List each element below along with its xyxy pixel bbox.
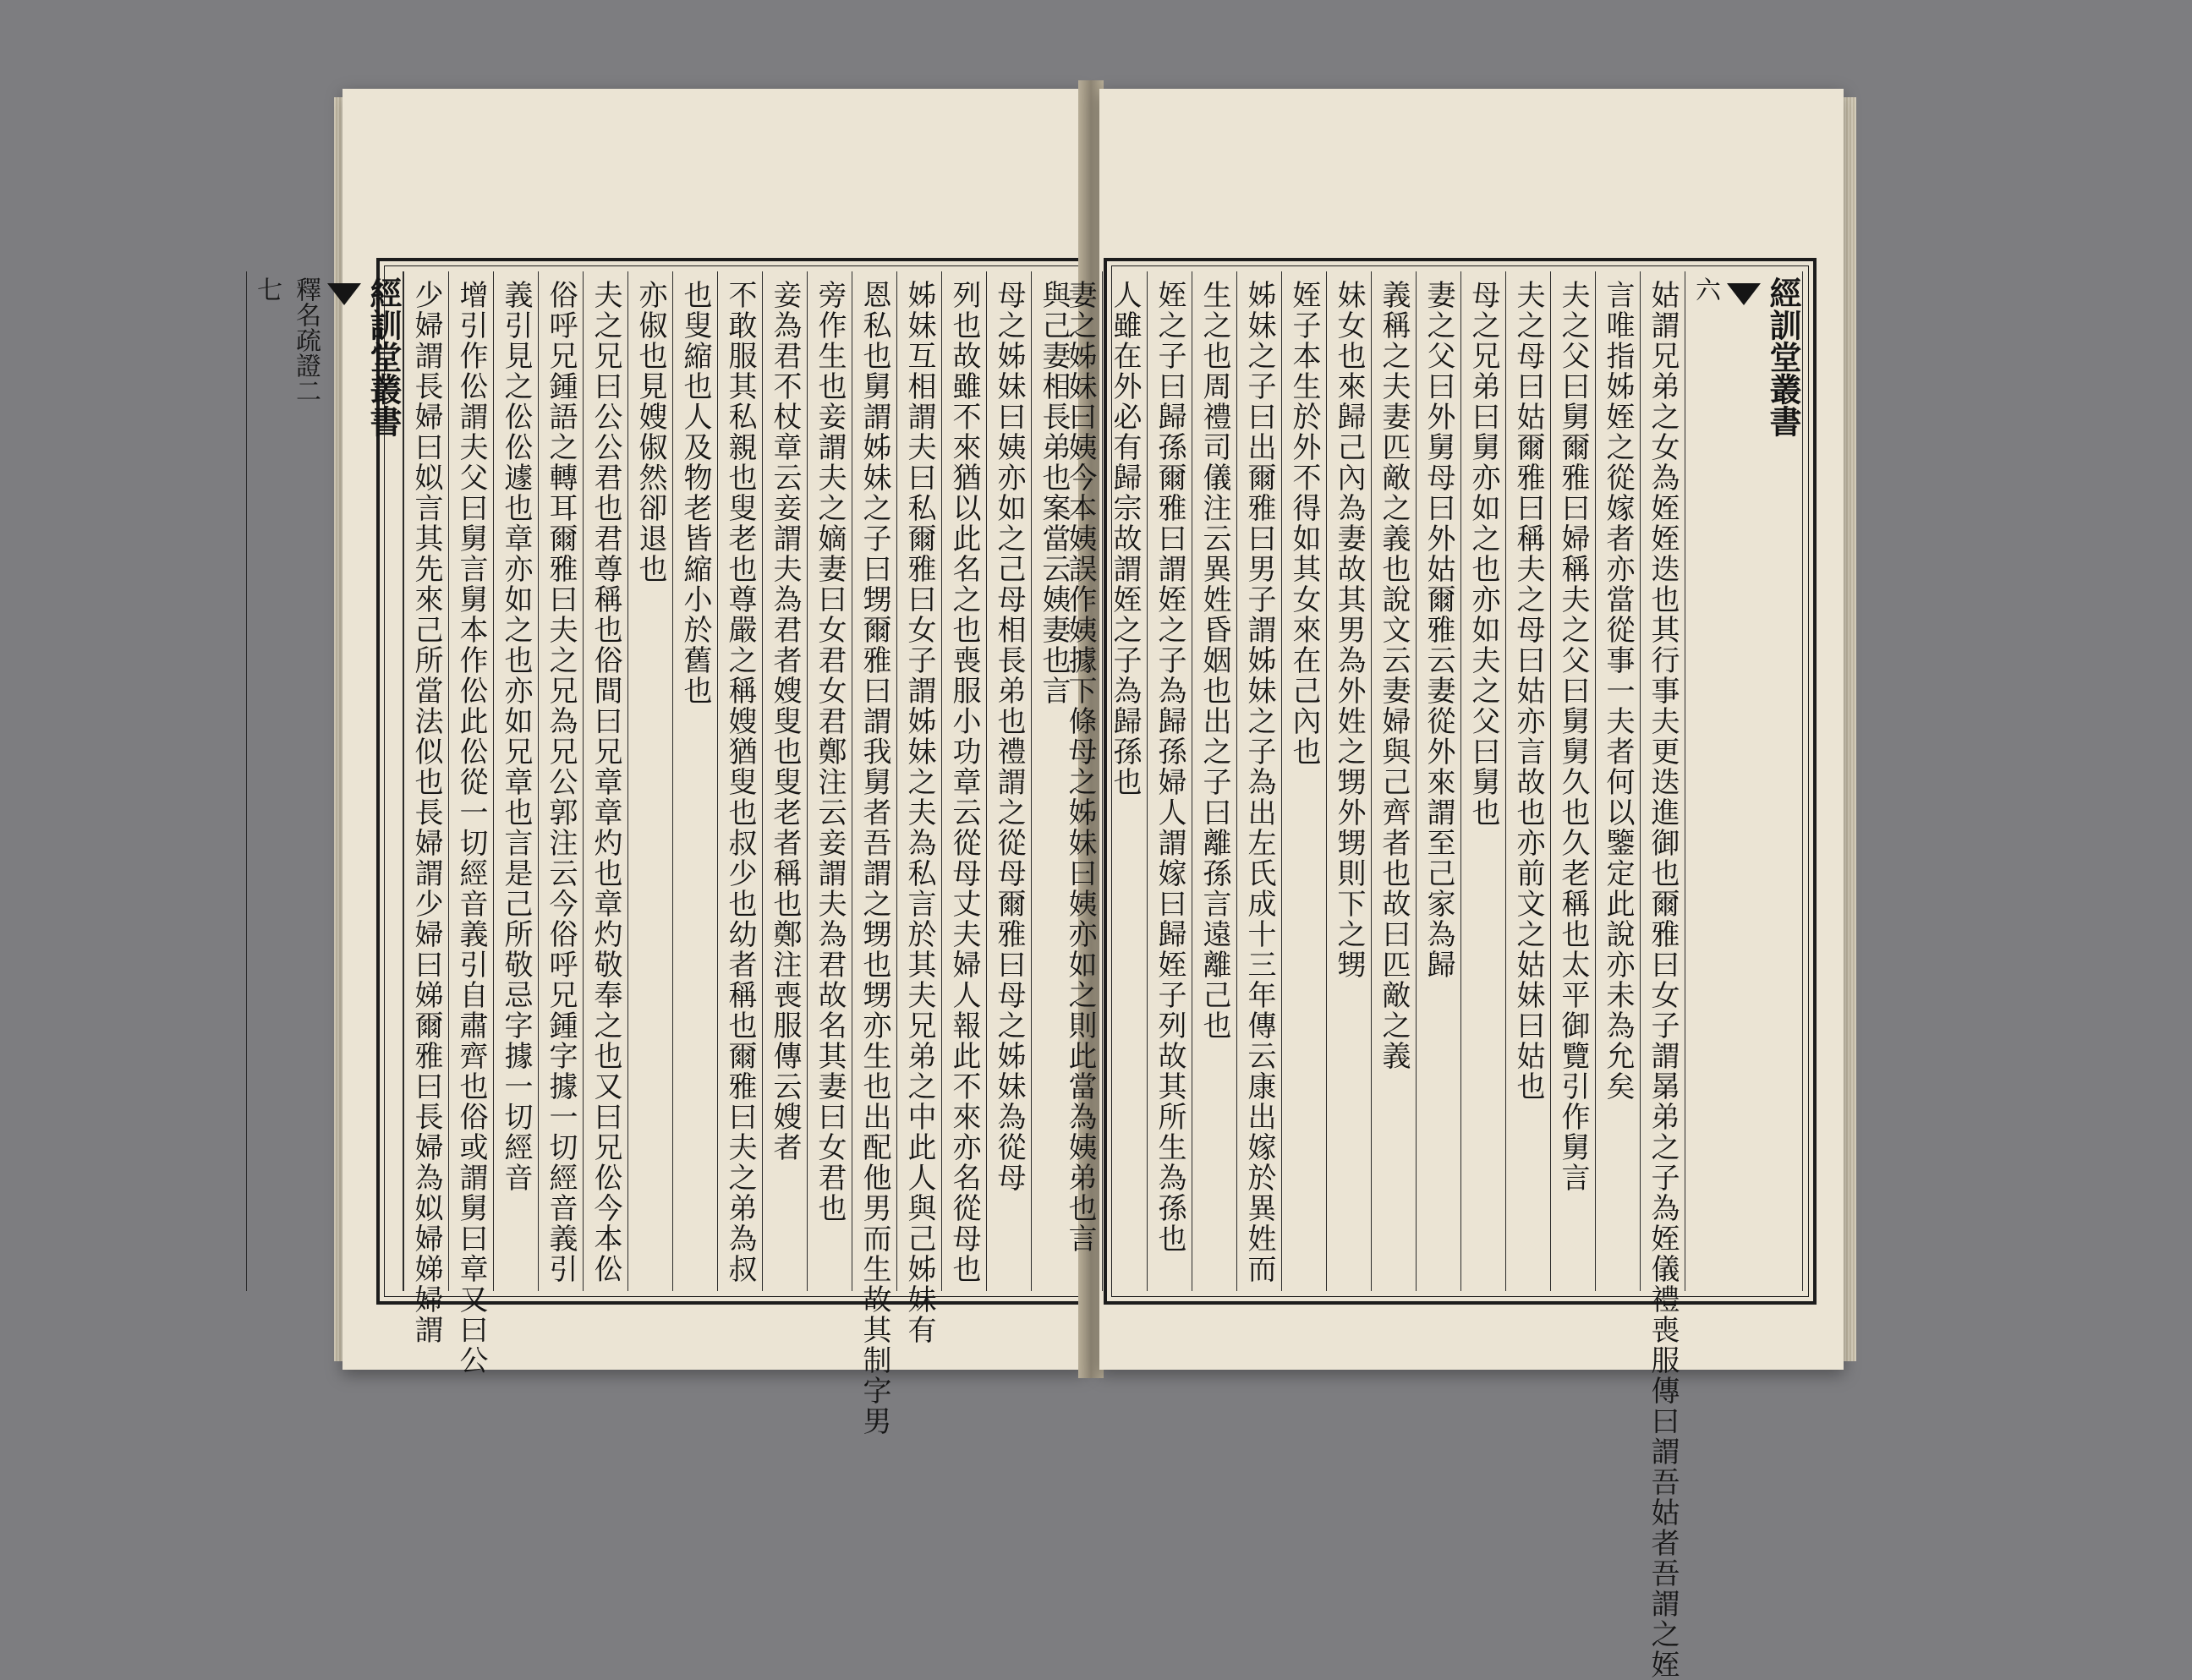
text-column: 夫之母曰姑爾雅曰稱夫之母曰姑亦言故也亦前文之姑妹曰姑也: [1505, 271, 1550, 1291]
right-text-columns: [1063, 271, 1803, 1680]
text-column: 生之也周禮司儀注云異姓昏姻也出之子曰離孫言遠離己也: [1192, 271, 1236, 1291]
text-column: 夫之父曰舅爾雅曰婦稱夫之父曰舅舅久也久老稱也太平御覽引作舅言: [1550, 271, 1595, 1291]
text-column: 義稱之夫妻匹敵之義也說文云妻婦與己齊者也故曰匹敵之義: [1371, 271, 1416, 1291]
text-column: 姊妹互相謂夫曰私爾雅曰女子謂姊妹之夫為私言於其夫兄弟之中此人與己姊妹有: [896, 271, 941, 1291]
text-column: 亦俶也見嫂俶然卻退也: [627, 271, 672, 1291]
text-column: 妾為君不杖章云妾謂夫為君者嫂叟也叟老者稱也鄭注喪服傳云嫂者: [762, 271, 807, 1291]
text-column: 旁作生也妾謂夫之嫡妻曰女君女君鄭注云妾謂夫為君故名其妻曰女君也: [807, 271, 852, 1291]
text-column: 與己妻相長弟也案當云姨妻也言: [1031, 271, 1076, 1291]
open-book: [252, 80, 1856, 1680]
page-number: 六: [1691, 276, 1720, 302]
text-column: 母之姊妹曰姨亦如之己母相長弟也禮謂之從母爾雅曰母之姊妹為從母: [986, 271, 1031, 1291]
banxin-title: 經訓堂叢書: [1764, 276, 1802, 437]
text-column: 少婦謂長婦曰姒言其先來己所當法似也長婦謂少婦曰娣爾雅曰長婦為姒婦娣婦謂: [403, 271, 448, 1291]
text-column: 妻之父曰外舅母曰外姑爾雅云妻從外來謂至己家為歸: [1416, 271, 1460, 1291]
banxin-chapter: 釋名疏證二: [291, 276, 321, 403]
text-column: 人雖在外必有歸宗故謂姪之子為歸孫也: [1102, 271, 1147, 1291]
right-banxin: [1685, 271, 1803, 1291]
fish-tail-icon: [327, 283, 361, 305]
text-column: 俗呼兄鍾語之轉耳爾雅曰夫之兄為兄公郭注云今俗呼兄鍾字據一切經音義引: [538, 271, 583, 1291]
text-column: 姑謂兄弟之女為姪姪迭也其行事夫更迭進御也爾雅曰女子謂晜弟之子為姪儀禮喪服傳曰謂吾姑者吾謂之姪: [1640, 271, 1685, 1291]
left-text-columns: [252, 271, 1076, 1436]
page-number: 七: [252, 276, 282, 302]
banxin-title: 經訓堂叢書: [364, 276, 403, 437]
left-banxin: [246, 271, 403, 1291]
right-page: [1063, 89, 1844, 1680]
right-page-frame: [1063, 258, 1817, 1680]
text-column: 列也故雖不來猶以此名之也喪服小功章云從母丈夫婦人報此不來亦名從母也: [941, 271, 986, 1291]
text-column: 不敢服其私親也叟老也尊嚴之稱嫂猶叟也叔少也幼者稱也爾雅曰夫之弟為叔: [717, 271, 762, 1291]
text-column: 言唯指姊姪之從嫁者亦當從事一夫者何以鑒定此說亦未為允矣: [1595, 271, 1640, 1291]
text-column: 增引作伀謂夫父曰舅言舅本作伀此伀從一切經音義引自肅齊也俗或謂舅曰章又曰公: [448, 271, 493, 1291]
text-column: 夫之兄曰公公君也君尊稱也俗間曰兄章章灼也章灼敬奉之也又曰兄伀今本伀: [583, 271, 627, 1291]
fish-tail-icon: [1727, 283, 1761, 305]
text-column: 妻之姊妹曰姨今本姨誤作姨據下條母之姊妹曰姨亦如之則此當為姨弟也言: [1063, 280, 1097, 1254]
text-column: 母之兄弟曰舅亦如之也亦如夫之父曰舅也: [1460, 271, 1505, 1291]
text-column: 義引見之伀伀遽也章亦如之也亦如兄章也言是己所敬忌字據一切經音: [493, 271, 538, 1291]
text-column: 妹女也來歸己內為妻故其男為外姓之甥外甥則下之甥: [1326, 271, 1371, 1291]
text-column: 也叟縮也人及物老皆縮小於舊也: [672, 271, 717, 1291]
text-column: 姊妹之子曰出爾雅曰男子謂姊妹之子為出左氏成十三年傳云康出嫁於異姓而: [1236, 271, 1281, 1291]
text-column: 姪之子曰歸孫爾雅曰謂姪之子為歸孫婦人謂嫁曰歸姪子列故其所生為孫也: [1147, 271, 1192, 1291]
left-page: [252, 89, 1087, 1436]
text-column: 姪子本生於外不得如其女來在己內也: [1281, 271, 1326, 1291]
left-page-frame: [252, 258, 1089, 1436]
text-column: 恩私也舅謂姊妹之子曰甥爾雅曰謂我舅者吾謂之甥也甥亦生也出配他男而生故其制字男: [852, 271, 896, 1291]
